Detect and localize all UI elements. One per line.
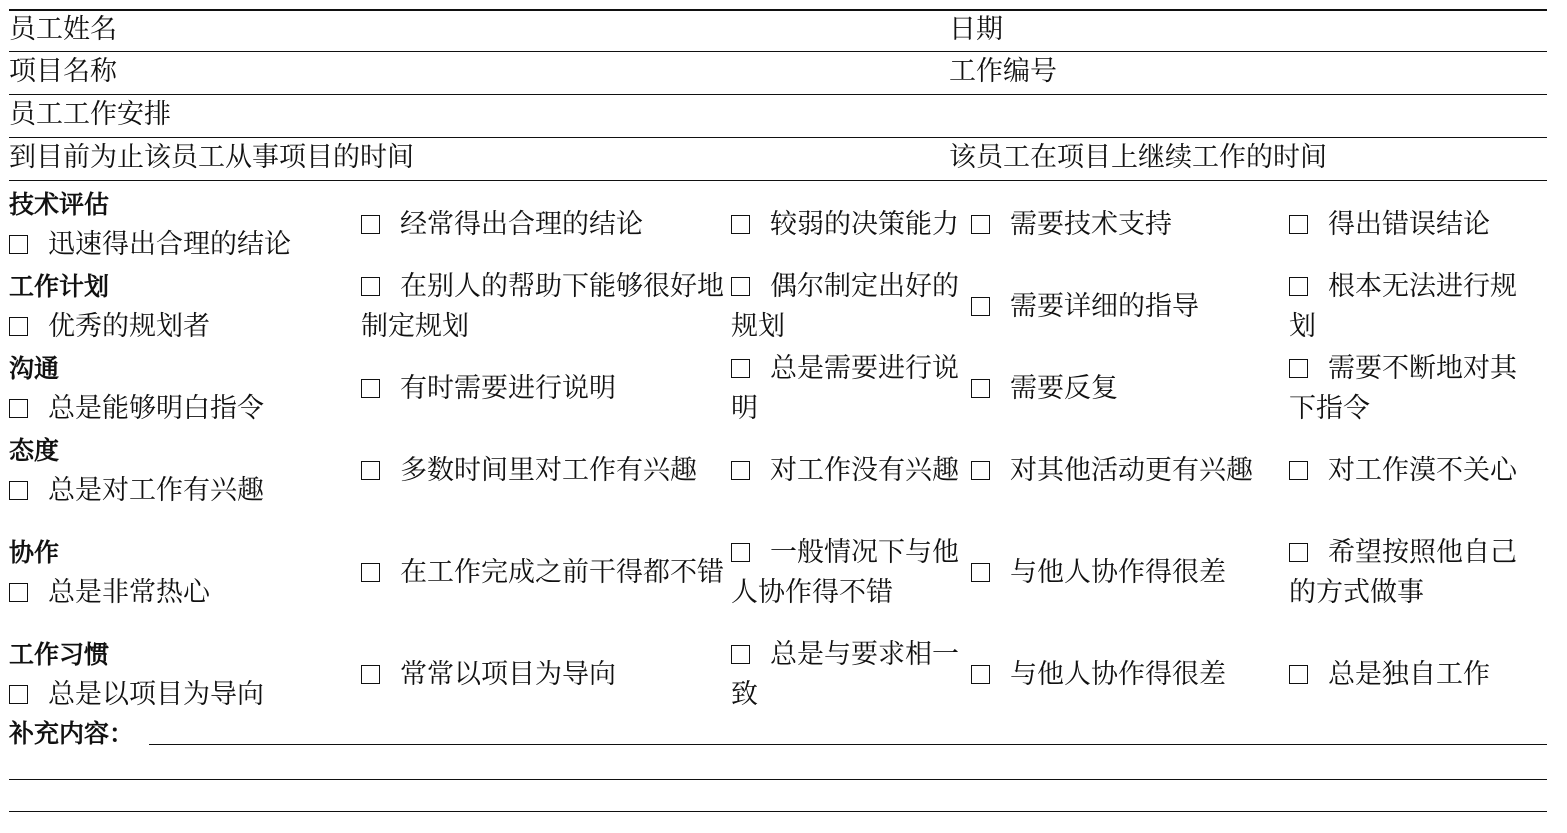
category-label: 态度 — [9, 435, 60, 465]
rating-option[interactable]: 总是能够明白指令 — [9, 389, 361, 430]
checkbox-icon[interactable] — [1289, 665, 1308, 684]
rating-row — [9, 266, 1547, 348]
rating-row — [9, 184, 1547, 266]
rule-line — [9, 94, 1547, 95]
rating-option[interactable]: 常常以项目为导向 — [361, 655, 731, 696]
assignment-label: 员工工作安排 — [9, 99, 171, 130]
rating-option[interactable]: 偶尔制定出好的规划 — [731, 270, 959, 342]
rating-option[interactable]: 对工作没有兴趣 — [731, 451, 971, 492]
rating-option[interactable]: 根本无法进行规划 — [1289, 270, 1517, 342]
rating-option[interactable]: 多数时间里对工作有兴趣 — [361, 451, 731, 492]
rating-option[interactable]: 总是以项目为导向 — [9, 675, 361, 716]
rule-line — [9, 9, 1547, 11]
rating-option[interactable]: 优秀的规划者 — [9, 307, 361, 348]
category-label: 技术评估 — [9, 189, 110, 219]
notes-label: 补充内容： — [9, 719, 135, 748]
checkbox-icon[interactable] — [971, 665, 990, 684]
checkbox-icon[interactable] — [731, 215, 750, 234]
rating-option[interactable]: 与他人协作得很差 — [971, 655, 1289, 696]
date-label: 日期 — [949, 14, 1003, 45]
checkbox-icon[interactable] — [1289, 359, 1308, 378]
checkbox-icon[interactable] — [1289, 543, 1308, 562]
rating-option[interactable]: 总是独自工作 — [1289, 655, 1547, 696]
rating-row — [9, 348, 1547, 430]
rating-option[interactable]: 总是需要进行说明 — [731, 352, 959, 424]
rating-row — [9, 430, 1547, 512]
rating-option[interactable]: 迅速得出合理的结论 — [9, 225, 361, 266]
rating-table — [9, 184, 1547, 716]
checkbox-icon[interactable] — [361, 215, 380, 234]
rating-option[interactable]: 总是对工作有兴趣 — [9, 471, 361, 512]
rating-option[interactable]: 较弱的决策能力 — [731, 205, 971, 246]
checkbox-icon[interactable] — [361, 665, 380, 684]
rating-option[interactable]: 需要技术支持 — [971, 205, 1289, 246]
rating-option[interactable]: 需要详细的指导 — [971, 287, 1289, 328]
category-label: 沟通 — [9, 353, 60, 383]
rating-option[interactable]: 需要不断地对其下指令 — [1289, 352, 1517, 424]
checkbox-icon[interactable] — [1289, 277, 1308, 296]
checkbox-icon[interactable] — [9, 583, 28, 602]
rating-option[interactable]: 得出错误结论 — [1289, 205, 1547, 246]
notes-line — [149, 744, 1547, 745]
time-so-far-label: 到目前为止该员工从事项目的时间 — [9, 142, 414, 173]
evaluation-form — [9, 0, 1547, 833]
checkbox-icon[interactable] — [731, 461, 750, 480]
checkbox-icon[interactable] — [9, 317, 28, 336]
rating-row — [9, 512, 1547, 634]
category-label: 协作 — [9, 537, 60, 567]
category-label: 工作计划 — [9, 271, 110, 301]
rating-option[interactable]: 总是非常热心 — [9, 573, 361, 614]
checkbox-icon[interactable] — [9, 399, 28, 418]
rating-option[interactable]: 与他人协作得很差 — [971, 553, 1289, 594]
checkbox-icon[interactable] — [971, 563, 990, 582]
category-label: 工作习惯 — [9, 639, 110, 669]
checkbox-icon[interactable] — [361, 563, 380, 582]
checkbox-icon[interactable] — [9, 235, 28, 254]
rating-option[interactable]: 对工作漠不关心 — [1289, 451, 1547, 492]
rating-option[interactable]: 有时需要进行说明 — [361, 369, 731, 410]
rating-option[interactable]: 需要反复 — [971, 369, 1289, 410]
checkbox-icon[interactable] — [9, 685, 28, 704]
checkbox-icon[interactable] — [361, 277, 380, 296]
rating-option[interactable]: 对其他活动更有兴趣 — [971, 451, 1289, 492]
project-name-label: 项目名称 — [9, 56, 117, 87]
checkbox-icon[interactable] — [731, 543, 750, 562]
checkbox-icon[interactable] — [361, 461, 380, 480]
checkbox-icon[interactable] — [361, 379, 380, 398]
checkbox-icon[interactable] — [731, 277, 750, 296]
rating-option[interactable]: 在工作完成之前干得都不错 — [361, 553, 731, 594]
rating-option[interactable]: 在别人的帮助下能够很好地制定规划 — [361, 270, 724, 342]
checkbox-icon[interactable] — [1289, 461, 1308, 480]
checkbox-icon[interactable] — [1289, 215, 1308, 234]
checkbox-icon[interactable] — [971, 297, 990, 316]
notes-line — [9, 811, 1547, 812]
checkbox-icon[interactable] — [731, 359, 750, 378]
rule-line — [9, 180, 1547, 181]
checkbox-icon[interactable] — [731, 645, 750, 664]
rating-row — [9, 634, 1547, 716]
rating-option[interactable]: 经常得出合理的结论 — [361, 205, 731, 246]
time-remaining-label: 该员工在项目上继续工作的时间 — [949, 142, 1327, 173]
rating-option[interactable]: 一般情况下与他人协作得不错 — [731, 536, 959, 608]
notes-line — [9, 779, 1547, 780]
checkbox-icon[interactable] — [971, 215, 990, 234]
rating-option[interactable]: 希望按照他自己的方式做事 — [1289, 536, 1517, 608]
checkbox-icon[interactable] — [971, 461, 990, 480]
job-number-label: 工作编号 — [949, 56, 1057, 87]
rating-option[interactable]: 总是与要求相一致 — [731, 638, 959, 710]
employee-name-label: 员工姓名 — [9, 14, 117, 45]
rule-line — [9, 51, 1547, 52]
checkbox-icon[interactable] — [9, 481, 28, 500]
checkbox-icon[interactable] — [971, 379, 990, 398]
